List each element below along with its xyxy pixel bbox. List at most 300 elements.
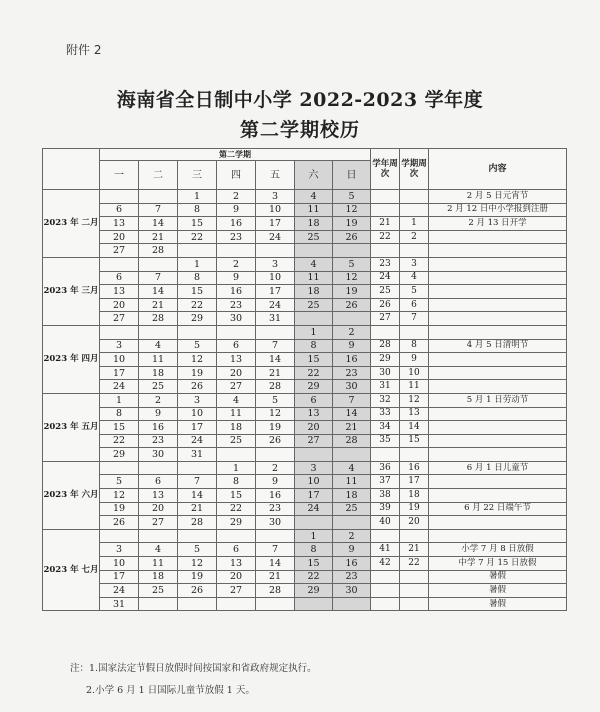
day-cell: 10 [100,557,139,571]
day-cell: 11 [333,475,371,489]
day-cell [256,244,295,258]
day-cell: 6 [100,271,139,285]
day-cell: 17 [100,570,139,584]
day-cell: 13 [217,557,256,571]
day-cell: 28 [256,380,295,394]
day-cell: 18 [333,489,371,503]
term-week-cell [400,244,429,258]
day-cell: 4 [295,257,333,271]
header-day-wed: 三 [178,161,217,190]
day-cell [139,529,178,543]
day-cell: 2 [333,325,371,339]
content-cell [429,380,567,394]
day-cell: 3 [256,190,295,204]
day-cell: 5 [178,339,217,353]
day-cell: 9 [333,339,371,353]
day-cell: 13 [100,285,139,299]
calendar-week-row [43,366,567,380]
school-week-cell: 30 [371,366,400,380]
page-title: 海南省全日制中小学 2022-2023 学年度 [116,89,484,111]
school-week-cell [371,325,400,339]
day-cell: 31 [178,448,217,462]
school-week-cell [371,529,400,543]
school-week-cell: 36 [371,461,400,475]
day-cell [256,325,295,339]
term-week-cell: 4 [400,271,429,285]
day-cell: 27 [100,312,139,326]
day-cell: 27 [295,434,333,448]
day-cell: 10 [295,475,333,489]
day-cell: 30 [333,584,371,598]
content-cell [429,312,567,326]
day-cell [333,244,371,258]
content-cell [429,421,567,435]
day-cell: 17 [295,489,333,503]
calendar-week-row [43,285,567,299]
school-week-cell: 31 [371,380,400,394]
day-cell: 21 [139,298,178,312]
content-cell [429,285,567,299]
calendar-week-row [43,271,567,285]
content-cell: 中学 7 月 15 日放假 [429,557,567,571]
day-cell: 26 [100,516,139,530]
calendar-week-row [43,434,567,448]
term-week-cell: 12 [400,393,429,407]
day-cell: 2 [217,257,256,271]
calendar-week-row [43,257,567,271]
day-cell: 14 [256,353,295,367]
content-cell [429,448,567,462]
day-cell: 14 [139,285,178,299]
term-week-cell: 20 [400,516,429,530]
term-week-cell: 21 [400,543,429,557]
day-cell: 19 [333,285,371,299]
term-week-cell: 8 [400,339,429,353]
day-cell [178,244,217,258]
day-cell: 6 [217,339,256,353]
header-term-week: 学期周次 [400,149,429,190]
content-cell: 2 月 5 日元宵节 [429,190,567,204]
content-cell: 暑假 [429,597,567,611]
month-label: 2023 年 六月 [43,461,100,529]
day-cell: 13 [217,353,256,367]
day-cell: 24 [100,584,139,598]
calendar-week-row [43,312,567,326]
day-cell: 11 [217,407,256,421]
day-cell: 4 [333,461,371,475]
term-week-cell [400,570,429,584]
day-cell: 17 [256,285,295,299]
day-cell [100,529,139,543]
day-cell [295,312,333,326]
day-cell: 20 [100,230,139,244]
day-cell: 18 [295,285,333,299]
day-cell: 12 [178,557,217,571]
calendar-week-row [43,380,567,394]
day-cell: 29 [295,584,333,598]
school-week-cell: 32 [371,393,400,407]
day-cell: 9 [217,203,256,217]
school-week-cell: 29 [371,353,400,367]
page-subtitle: 第二学期校历 [239,119,360,141]
day-cell: 9 [217,271,256,285]
day-cell: 26 [178,380,217,394]
header-school-week: 学年周次 [371,149,400,190]
term-week-cell [400,529,429,543]
header-semester: 第二学期 [100,149,371,161]
day-cell: 1 [295,529,333,543]
header-day-sat: 六 [295,161,333,190]
header-day-mon: 一 [100,161,139,190]
day-cell [256,597,295,611]
day-cell: 7 [256,339,295,353]
day-cell: 5 [100,475,139,489]
day-cell: 28 [256,584,295,598]
school-week-cell: 38 [371,489,400,503]
day-cell [139,597,178,611]
content-cell [429,516,567,530]
day-cell: 9 [333,543,371,557]
content-cell: 4 月 5 日清明节 [429,339,567,353]
day-cell: 10 [178,407,217,421]
day-cell: 12 [100,489,139,503]
school-week-cell: 23 [371,257,400,271]
day-cell: 10 [100,353,139,367]
day-cell [295,448,333,462]
school-week-cell: 25 [371,285,400,299]
calendar-week-row [43,557,567,571]
day-cell: 31 [256,312,295,326]
school-week-cell: 28 [371,339,400,353]
day-cell: 15 [295,557,333,571]
day-cell: 3 [256,257,295,271]
day-cell: 12 [333,271,371,285]
day-cell: 24 [256,230,295,244]
day-cell: 28 [178,516,217,530]
day-cell: 27 [100,244,139,258]
day-cell: 30 [333,380,371,394]
calendar-week-row [43,475,567,489]
day-cell: 7 [178,475,217,489]
calendar-week-row [43,597,567,611]
day-cell: 11 [139,557,178,571]
school-week-cell [371,190,400,204]
school-week-cell: 21 [371,217,400,231]
calendar-week-row [43,461,567,475]
attachment-label: 附件 2 [66,43,102,57]
day-cell: 21 [178,502,217,516]
content-cell [429,353,567,367]
day-cell: 3 [100,339,139,353]
day-cell: 26 [333,230,371,244]
day-cell: 16 [139,421,178,435]
term-week-cell: 6 [400,298,429,312]
month-label: 2023 年 七月 [43,529,100,611]
calendar-week-row [43,217,567,231]
day-cell: 18 [295,217,333,231]
day-cell: 16 [333,557,371,571]
school-week-cell [371,584,400,598]
day-cell: 5 [256,393,295,407]
day-cell: 3 [100,543,139,557]
day-cell: 11 [295,271,333,285]
header-row-semester [43,149,567,161]
day-cell: 20 [217,570,256,584]
day-cell: 1 [295,325,333,339]
term-week-cell: 1 [400,217,429,231]
day-cell: 21 [256,570,295,584]
day-cell: 6 [139,475,178,489]
day-cell: 16 [333,353,371,367]
day-cell: 11 [295,203,333,217]
day-cell: 25 [139,380,178,394]
day-cell: 31 [100,597,139,611]
day-cell: 23 [217,230,256,244]
content-cell [429,298,567,312]
content-cell: 2 月 13 日开学 [429,217,567,231]
term-week-cell: 11 [400,380,429,394]
term-week-cell [400,584,429,598]
term-week-cell: 5 [400,285,429,299]
day-cell: 16 [217,285,256,299]
calendar-week-row [43,230,567,244]
month-label: 2023 年 四月 [43,325,100,393]
day-cell [139,461,178,475]
day-cell [178,597,217,611]
header-corner [43,149,100,190]
day-cell: 25 [295,298,333,312]
day-cell: 20 [217,366,256,380]
day-cell: 19 [333,217,371,231]
month-label: 2023 年 五月 [43,393,100,461]
day-cell: 12 [333,203,371,217]
school-week-cell: 22 [371,230,400,244]
calendar-week-row [43,190,567,204]
day-cell: 24 [178,434,217,448]
term-week-cell: 10 [400,366,429,380]
day-cell: 22 [217,502,256,516]
day-cell: 25 [295,230,333,244]
content-cell [429,325,567,339]
calendar-week-row [43,489,567,503]
calendar-week-row [43,353,567,367]
day-cell: 18 [139,570,178,584]
day-cell: 7 [256,543,295,557]
day-cell [217,244,256,258]
day-cell: 20 [295,421,333,435]
day-cell: 19 [100,502,139,516]
day-cell: 14 [139,217,178,231]
day-cell: 1 [100,393,139,407]
day-cell: 1 [217,461,256,475]
term-week-cell: 17 [400,475,429,489]
day-cell: 15 [178,217,217,231]
day-cell: 23 [256,502,295,516]
day-cell: 4 [295,190,333,204]
term-week-cell: 13 [400,407,429,421]
day-cell: 4 [139,339,178,353]
day-cell: 23 [217,298,256,312]
day-cell: 27 [217,584,256,598]
calendar-week-row [43,393,567,407]
day-cell [256,448,295,462]
day-cell: 3 [178,393,217,407]
term-week-cell: 22 [400,557,429,571]
school-week-cell [371,570,400,584]
day-cell: 17 [256,217,295,231]
day-cell: 12 [256,407,295,421]
header-day-sun: 日 [333,161,371,190]
day-cell [295,244,333,258]
term-week-cell [400,325,429,339]
day-cell: 27 [139,516,178,530]
content-cell: 暑假 [429,570,567,584]
day-cell: 16 [256,489,295,503]
day-cell [178,529,217,543]
day-cell [139,190,178,204]
content-cell: 暑假 [429,584,567,598]
day-cell [217,529,256,543]
footnote-1: 注：1.国家法定节假日放假时间按国家和省政府规定执行。 [70,663,317,674]
day-cell: 26 [178,584,217,598]
content-cell [429,529,567,543]
calendar-week-row [43,516,567,530]
day-cell: 28 [333,434,371,448]
footnote-2: 2.小学 6 月 1 日国际儿童节放假 1 天。 [86,685,255,696]
day-cell: 30 [256,516,295,530]
header-day-fri: 五 [256,161,295,190]
calendar-week-row [43,584,567,598]
term-week-cell: 16 [400,461,429,475]
calendar-week-row [43,244,567,258]
day-cell [139,257,178,271]
day-cell: 8 [295,543,333,557]
day-cell: 15 [295,353,333,367]
day-cell: 11 [139,353,178,367]
school-week-cell: 40 [371,516,400,530]
day-cell: 23 [333,570,371,584]
day-cell: 14 [256,557,295,571]
school-week-cell: 24 [371,271,400,285]
header-day-tue: 二 [139,161,178,190]
term-week-cell: 2 [400,230,429,244]
content-cell [429,489,567,503]
day-cell [217,325,256,339]
day-cell: 25 [333,502,371,516]
header-day-thu: 四 [217,161,256,190]
header-content: 内容 [429,149,567,190]
day-cell [295,597,333,611]
day-cell: 8 [178,271,217,285]
term-week-cell [400,597,429,611]
day-cell: 8 [178,203,217,217]
day-cell: 30 [217,312,256,326]
day-cell: 28 [139,244,178,258]
term-week-cell [400,448,429,462]
day-cell: 18 [139,366,178,380]
content-cell [429,271,567,285]
day-cell: 13 [100,217,139,231]
calendar-week-row [43,407,567,421]
calendar-week-row [43,339,567,353]
day-cell [100,325,139,339]
month-label: 2023 年 三月 [43,257,100,325]
day-cell: 6 [100,203,139,217]
content-cell [429,230,567,244]
day-cell: 3 [295,461,333,475]
day-cell: 5 [178,543,217,557]
school-calendar-table [42,148,567,611]
school-week-cell: 39 [371,502,400,516]
content-cell: 6 月 22 日端午节 [429,502,567,516]
day-cell: 20 [139,502,178,516]
school-week-cell [371,597,400,611]
day-cell: 24 [256,298,295,312]
day-cell [333,448,371,462]
day-cell: 29 [100,448,139,462]
day-cell: 19 [178,366,217,380]
term-week-cell [400,203,429,217]
school-week-cell: 34 [371,421,400,435]
day-cell: 4 [217,393,256,407]
term-week-cell: 18 [400,489,429,503]
day-cell [217,448,256,462]
day-cell: 21 [139,230,178,244]
day-cell: 7 [333,393,371,407]
day-cell: 18 [217,421,256,435]
content-cell [429,366,567,380]
calendar-week-row [43,570,567,584]
term-week-cell: 3 [400,257,429,271]
day-cell: 29 [217,516,256,530]
day-cell [333,597,371,611]
day-cell: 1 [178,190,217,204]
day-cell: 28 [139,312,178,326]
day-cell [295,516,333,530]
day-cell: 25 [139,584,178,598]
day-cell: 30 [139,448,178,462]
term-week-cell: 19 [400,502,429,516]
day-cell: 19 [256,421,295,435]
day-cell: 21 [333,421,371,435]
day-cell: 29 [295,380,333,394]
day-cell [256,529,295,543]
school-week-cell [371,448,400,462]
day-cell: 23 [139,434,178,448]
content-cell: 5 月 1 日劳动节 [429,393,567,407]
calendar-week-row [43,502,567,516]
day-cell: 5 [333,257,371,271]
day-cell: 29 [178,312,217,326]
day-cell: 21 [256,366,295,380]
school-week-cell [371,244,400,258]
calendar-week-row [43,325,567,339]
day-cell: 14 [333,407,371,421]
day-cell: 24 [295,502,333,516]
term-week-cell [400,190,429,204]
day-cell: 15 [100,421,139,435]
term-week-cell: 7 [400,312,429,326]
school-week-cell: 41 [371,543,400,557]
calendar-week-row [43,203,567,217]
day-cell [178,461,217,475]
day-cell: 17 [100,366,139,380]
school-week-cell: 37 [371,475,400,489]
content-cell [429,475,567,489]
content-cell: 小学 7 月 8 日放假 [429,543,567,557]
school-week-cell: 26 [371,298,400,312]
content-cell [429,434,567,448]
